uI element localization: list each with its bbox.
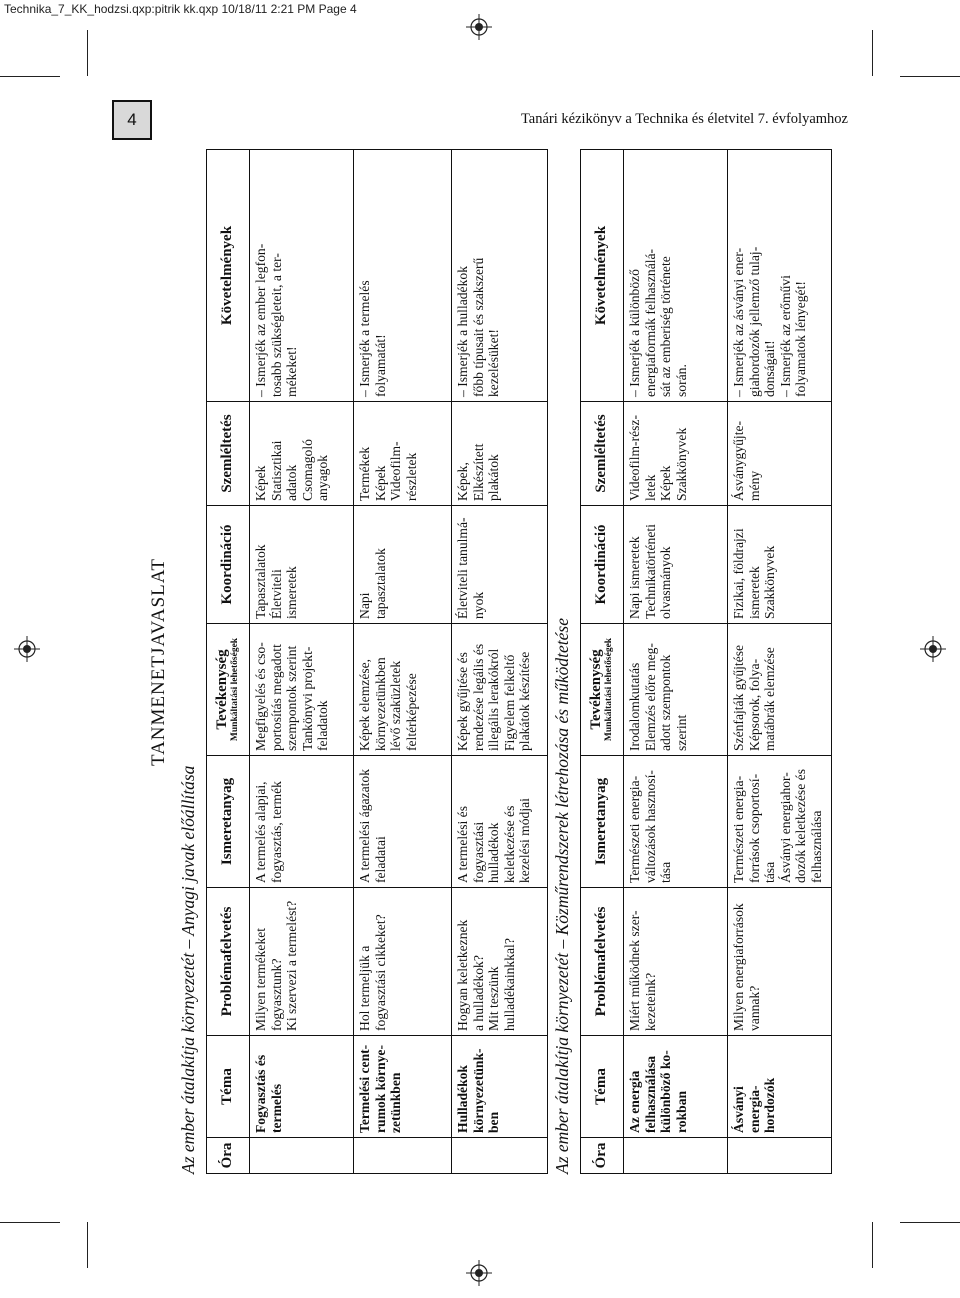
cell-ismeret	[452, 756, 548, 888]
table-row	[250, 150, 354, 1174]
cell-text: Képek Statisztikai adatok Csomagoló anyagok	[253, 439, 330, 501]
crop-mark	[0, 76, 60, 77]
header-tevekenyseg-label: Tevékenység	[213, 649, 230, 730]
cell-text: Ásványi energia- hordozók	[731, 1077, 777, 1133]
crop-mark	[872, 30, 873, 76]
header-problema: Problémafelvetés	[207, 888, 250, 1036]
header-koord: Koordináció	[581, 506, 624, 624]
cell-ora	[452, 1138, 548, 1174]
header-ora: Óra	[581, 1138, 624, 1174]
cell-text: Miért működnek szer- kezeteink?	[627, 910, 658, 1031]
header-tevekenyseg-label: Tevékenység	[587, 649, 604, 730]
cell-text: Napi tapasztalatok	[357, 548, 388, 619]
page-number: 4	[112, 100, 152, 140]
cell-tevekenyseg	[728, 624, 832, 756]
cell-tema	[250, 1036, 354, 1138]
crop-mark	[0, 1222, 60, 1223]
cell-ismeret	[354, 756, 452, 888]
cell-kovetelm	[624, 150, 728, 402]
cell-tema	[728, 1036, 832, 1138]
cell-tema	[452, 1036, 548, 1138]
header-koord: Koordináció	[207, 506, 250, 624]
rotated-content	[150, 144, 840, 1180]
lesson-plan-table	[580, 149, 832, 1174]
crop-mark	[872, 1222, 873, 1268]
lesson-plan-table	[206, 149, 548, 1174]
cell-text: Képek, Elkészített plakátok	[455, 443, 501, 501]
header-szemlelt: Szemléltetés	[207, 402, 250, 506]
header-kovetelm: Követelmények	[207, 150, 250, 402]
cell-text: Napi ismeretek Technikatörténeti olvasmányok	[627, 524, 673, 619]
cell-koord	[354, 506, 452, 624]
table-header-row	[207, 150, 250, 1174]
cell-text: – Ismerjék a hulladékok főbb típusait és szakszerű kezelésüket!	[455, 257, 501, 397]
cell-text: Milyen energiaforrások vannak?	[731, 903, 762, 1031]
print-slug: Technika_7_KK_hodzsi.qxp:pitrik kk.qxp 10/18/11 2:21 PM Page 4	[4, 2, 357, 16]
header-tevekenyseg	[207, 624, 250, 756]
registration-mark-icon	[466, 14, 492, 40]
cell-text: A termelési és fogyasztási hulladékok keletkezése és kezelési módjai	[455, 798, 532, 883]
cell-tevekenyseg	[624, 624, 728, 756]
cell-text: Fogyasztás és termelés	[253, 1054, 284, 1133]
header-ismeret: Ismeretanyag	[581, 756, 624, 888]
header-problema: Problémafelvetés	[581, 888, 624, 1036]
header-tema: Téma	[207, 1036, 250, 1138]
cell-text: Fizikai, földrajzi ismeretek Szakkönyvek	[731, 528, 777, 619]
cell-kovetelm	[452, 150, 548, 402]
cell-text: Képek elemzése, környezetünkben lévő szaküzletek feltérképezése	[357, 657, 419, 751]
table-header-row	[581, 150, 624, 1174]
section-title: Az ember átalakítja környezetét – Közműrendszerek létrehozása és működtetése	[552, 618, 572, 1174]
cell-kovetelm	[250, 150, 354, 402]
cell-ora	[624, 1138, 728, 1174]
cell-szemlelt	[354, 402, 452, 506]
header-tema: Téma	[581, 1036, 624, 1138]
cell-text: – Ismerjék a különböző energiaformák felhasználá- sát az emberiség története során.	[627, 248, 689, 397]
header-ismeret: Ismeretanyag	[207, 756, 250, 888]
cell-problema	[250, 888, 354, 1036]
cell-tevekenyseg	[354, 624, 452, 756]
cell-szemlelt	[624, 402, 728, 506]
header-tevekenyseg	[581, 624, 624, 756]
cell-szemlelt	[728, 402, 832, 506]
crop-mark	[900, 1222, 960, 1223]
cell-text: Az energia felhasználása különböző ko- rokban	[627, 1050, 689, 1133]
cell-text: A termelési ágazatok feladatai	[357, 769, 388, 883]
cell-kovetelm	[728, 150, 832, 402]
registration-mark-icon	[920, 636, 946, 662]
document-title: TANMENETJAVASLAT	[148, 558, 169, 767]
cell-koord	[624, 506, 728, 624]
cell-text: Ásványgyűjte- mény	[731, 420, 762, 501]
cell-text: Hol termeljük a fogyasztási cikkeket?	[357, 914, 388, 1031]
cell-text: Életviteli tanulmá- nyok	[455, 517, 486, 619]
cell-ismeret	[250, 756, 354, 888]
cell-text: Hulladékok környezetünk- ben	[455, 1048, 501, 1133]
cell-ismeret	[728, 756, 832, 888]
cell-tema	[624, 1036, 728, 1138]
cell-text: Természeti energia- források csoportosí- tása Ásványi energiahor- dozók keletkezése és felhasználása	[731, 769, 824, 883]
cell-text: Termékek Képek Videofilm- részletek	[357, 441, 419, 501]
cell-problema	[452, 888, 548, 1036]
table-row	[728, 150, 832, 1174]
cell-text: – Ismerjék az ásványi ener- giahordozók jellemző tulaj- donságait! – Ismerjék az erőművi folyamatok lényegét!	[731, 246, 808, 397]
cell-text: Videofilm-rész- letek Képek Szakkönyvek	[627, 415, 689, 501]
cell-text: Irodalomkutatás Elemzés előre meg- adott szempontok szerint	[627, 643, 689, 751]
header-szemlelt: Szemléltetés	[581, 402, 624, 506]
cell-szemlelt	[250, 402, 354, 506]
section-title: Az ember átalakítja környezetét – Anyagi javak előállítása	[178, 765, 198, 1174]
cell-text: Hogyan keletkeznek a hulladékok? Mit teszünk hulladékainkkal?	[455, 919, 517, 1031]
table-row	[624, 150, 728, 1174]
cell-ora	[250, 1138, 354, 1174]
header-kovetelm: Követelmények	[581, 150, 624, 402]
header-ora: Óra	[207, 1138, 250, 1174]
cell-koord	[728, 506, 832, 624]
cell-tevekenyseg	[452, 624, 548, 756]
cell-text: – Ismerjék a termelés folyamatát!	[357, 280, 388, 397]
cell-text: Termelési cent- rumok környe- zetünkben	[357, 1044, 403, 1133]
cell-problema	[624, 888, 728, 1036]
cell-text: Milyen termékeket fogyasztunk? Ki szervezi a termelést?	[253, 900, 299, 1031]
registration-mark-icon	[14, 636, 40, 662]
cell-text: Tapasztalatok Életviteli ismeretek	[253, 544, 299, 619]
cell-text: Megfigyelés és cso- portosítás megadott szempontok szerint Tankönyvi projekt- feladatok	[253, 642, 330, 751]
cell-tema	[354, 1036, 452, 1138]
table-row	[354, 150, 452, 1174]
running-head: Tanári kézikönyv a Technika és életvitel 7. évfolyamhoz	[520, 111, 848, 127]
cell-text: – Ismerjék az ember legfon- tosabb szükségleteit, a ter- mékeket!	[253, 243, 299, 397]
cell-koord	[250, 506, 354, 624]
cell-koord	[452, 506, 548, 624]
cell-kovetelm	[354, 150, 452, 402]
registration-mark-icon	[466, 1260, 492, 1286]
header-tevekenyseg-sub: Munkáltatási lehetőségek	[604, 637, 615, 742]
crop-mark	[87, 30, 88, 76]
cell-szemlelt	[452, 402, 548, 506]
cell-ora	[728, 1138, 832, 1174]
cell-ismeret	[624, 756, 728, 888]
cell-text: Szénfajták gyűjtése Képsorok, folya- matábrák elemzése	[731, 644, 777, 751]
cell-problema	[354, 888, 452, 1036]
cell-text: Képek gyűjtése és rendezése legális és illegális lerakókról Figyelem felkeltő plakátok készítése	[455, 643, 532, 751]
header-tevekenyseg-sub: Munkáltatási lehetőségek	[230, 637, 241, 742]
crop-mark	[87, 1222, 88, 1268]
crop-mark	[900, 76, 960, 77]
cell-tevekenyseg	[250, 624, 354, 756]
cell-problema	[728, 888, 832, 1036]
cell-text: A termelés alapjai, fogyasztás, termék	[253, 781, 284, 883]
cell-ora	[354, 1138, 452, 1174]
table-row	[452, 150, 548, 1174]
cell-text: Természeti energia- változások hasznosí- tása	[627, 770, 673, 883]
